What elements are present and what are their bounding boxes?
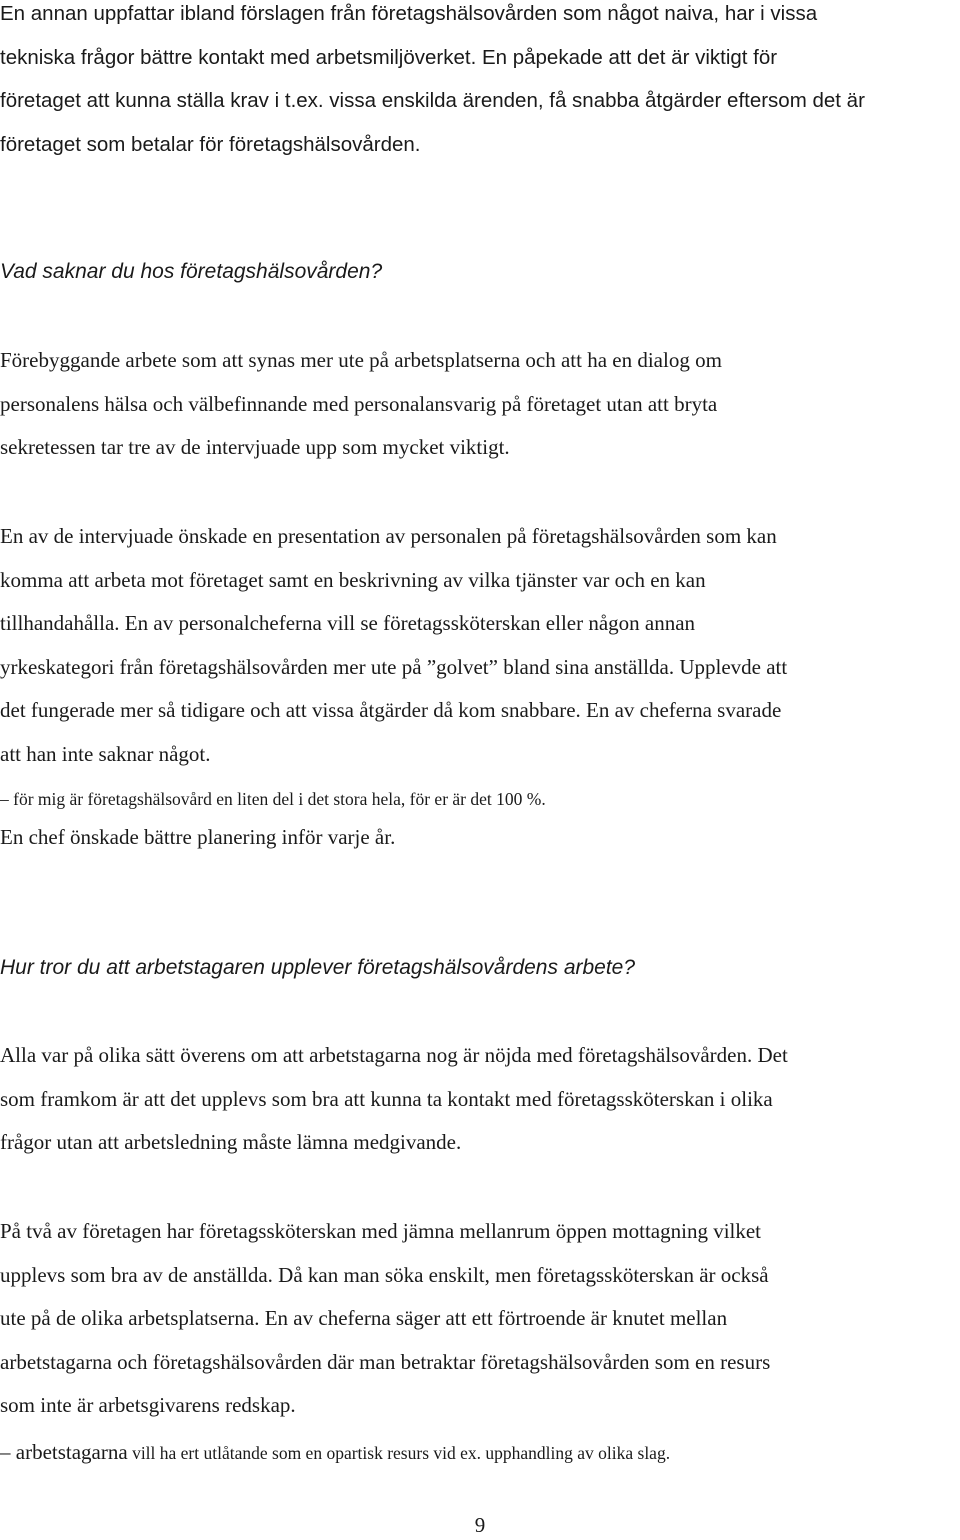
intro-paragraph xyxy=(0,0,960,166)
body-line: arbetstagarna och företagshälsovården där man betraktar företagshälsovården som en resurs xyxy=(0,1349,771,1374)
body-line: Förebyggande arbete som att synas mer ute på arbetsplatserna och att ha en dialog om xyxy=(0,348,722,372)
page-number: 9 xyxy=(474,1513,486,1537)
body-line: På två av företagen har företagssköterskan med jämna mellanrum öppen mottagning vilket xyxy=(0,1219,762,1243)
intro-line: En annan uppfattar ibland förslagen från företagshälsovården som något naiva, har i vissa xyxy=(0,2,818,25)
body-line: som inte är arbetsgivarens redskap. xyxy=(0,1393,296,1418)
section-heading-1: Vad saknar du hos företagshälsovården? xyxy=(0,260,383,283)
body-line: En av de intervjuade önskade en presentation av personalen på företagshälsovården som kan xyxy=(0,524,777,548)
body-line: yrkeskategori från företagshälsovården mer ute på ”golvet” bland sina anställda. Upplevde att xyxy=(0,654,788,679)
section1-paragraph-2 xyxy=(0,515,960,777)
section-heading-2: Hur tror du att arbetstagaren upplever företagshälsovårdens arbete? xyxy=(0,956,636,979)
intro-line: företaget som betalar för företagshälsovården. xyxy=(0,132,421,156)
body-line: Alla var på olika sätt överens om att arbetstagarna nog är nöjda med företagshälsovården. Det xyxy=(0,1043,788,1067)
body-line: att han inte saknar något. xyxy=(0,741,211,766)
body-line: En chef önskade bättre planering inför varje år. xyxy=(0,825,396,849)
section2-paragraph-1 xyxy=(0,1034,960,1165)
closing-line xyxy=(0,816,960,860)
body-line: som framkom är att det upplevs som bra att kunna ta kontakt med företagssköterskan i olika xyxy=(0,1086,773,1111)
quote-lead: – arbetstagarna xyxy=(0,1440,128,1464)
intro-line: företaget att kunna ställa krav i t.ex. vissa enskilda ärenden, få snabba åtgärder eftersom det är xyxy=(0,89,865,113)
body-line: frågor utan att arbetsledning måste lämna medgivande. xyxy=(0,1130,462,1155)
closing-quote xyxy=(0,1437,670,1470)
body-line: ute på de olika arbetsplatserna. En av cheferna säger att ett förtroende är knutet mellan xyxy=(0,1306,728,1331)
body-line: det fungerade mer så tidigare och att vissa åtgärder då kom snabbare. En av cheferna svarade xyxy=(0,698,782,723)
body-line: komma att arbeta mot företaget samt en beskrivning av vilka tjänster var och en kan xyxy=(0,567,706,592)
quote-rest: vill ha ert utlåtande som en opartisk resurs vid ex. upphandling av olika slag. xyxy=(127,1443,671,1463)
body-line: tillhandahålla. En av personalcheferna vill se företagssköterskan eller någon annan xyxy=(0,611,696,636)
body-line: upplevs som bra av de anställda. Då kan man söka enskilt, men företagssköterskan är också xyxy=(0,1262,769,1287)
section2-paragraph-2 xyxy=(0,1210,960,1428)
body-line: sekretessen tar tre av de intervjuade upp som mycket viktigt. xyxy=(0,435,510,460)
quote-line: – för mig är företagshälsovård en liten del i det stora hela, för er är det 100 %. xyxy=(0,789,546,809)
body-line: personalens hälsa och välbefinnande med personalansvarig på företaget utan att bryta xyxy=(0,391,718,416)
intro-line: tekniska frågor bättre kontakt med arbetsmiljöverket. En påpekade att det är viktigt för xyxy=(0,45,778,69)
section1-paragraph-1 xyxy=(0,339,960,470)
